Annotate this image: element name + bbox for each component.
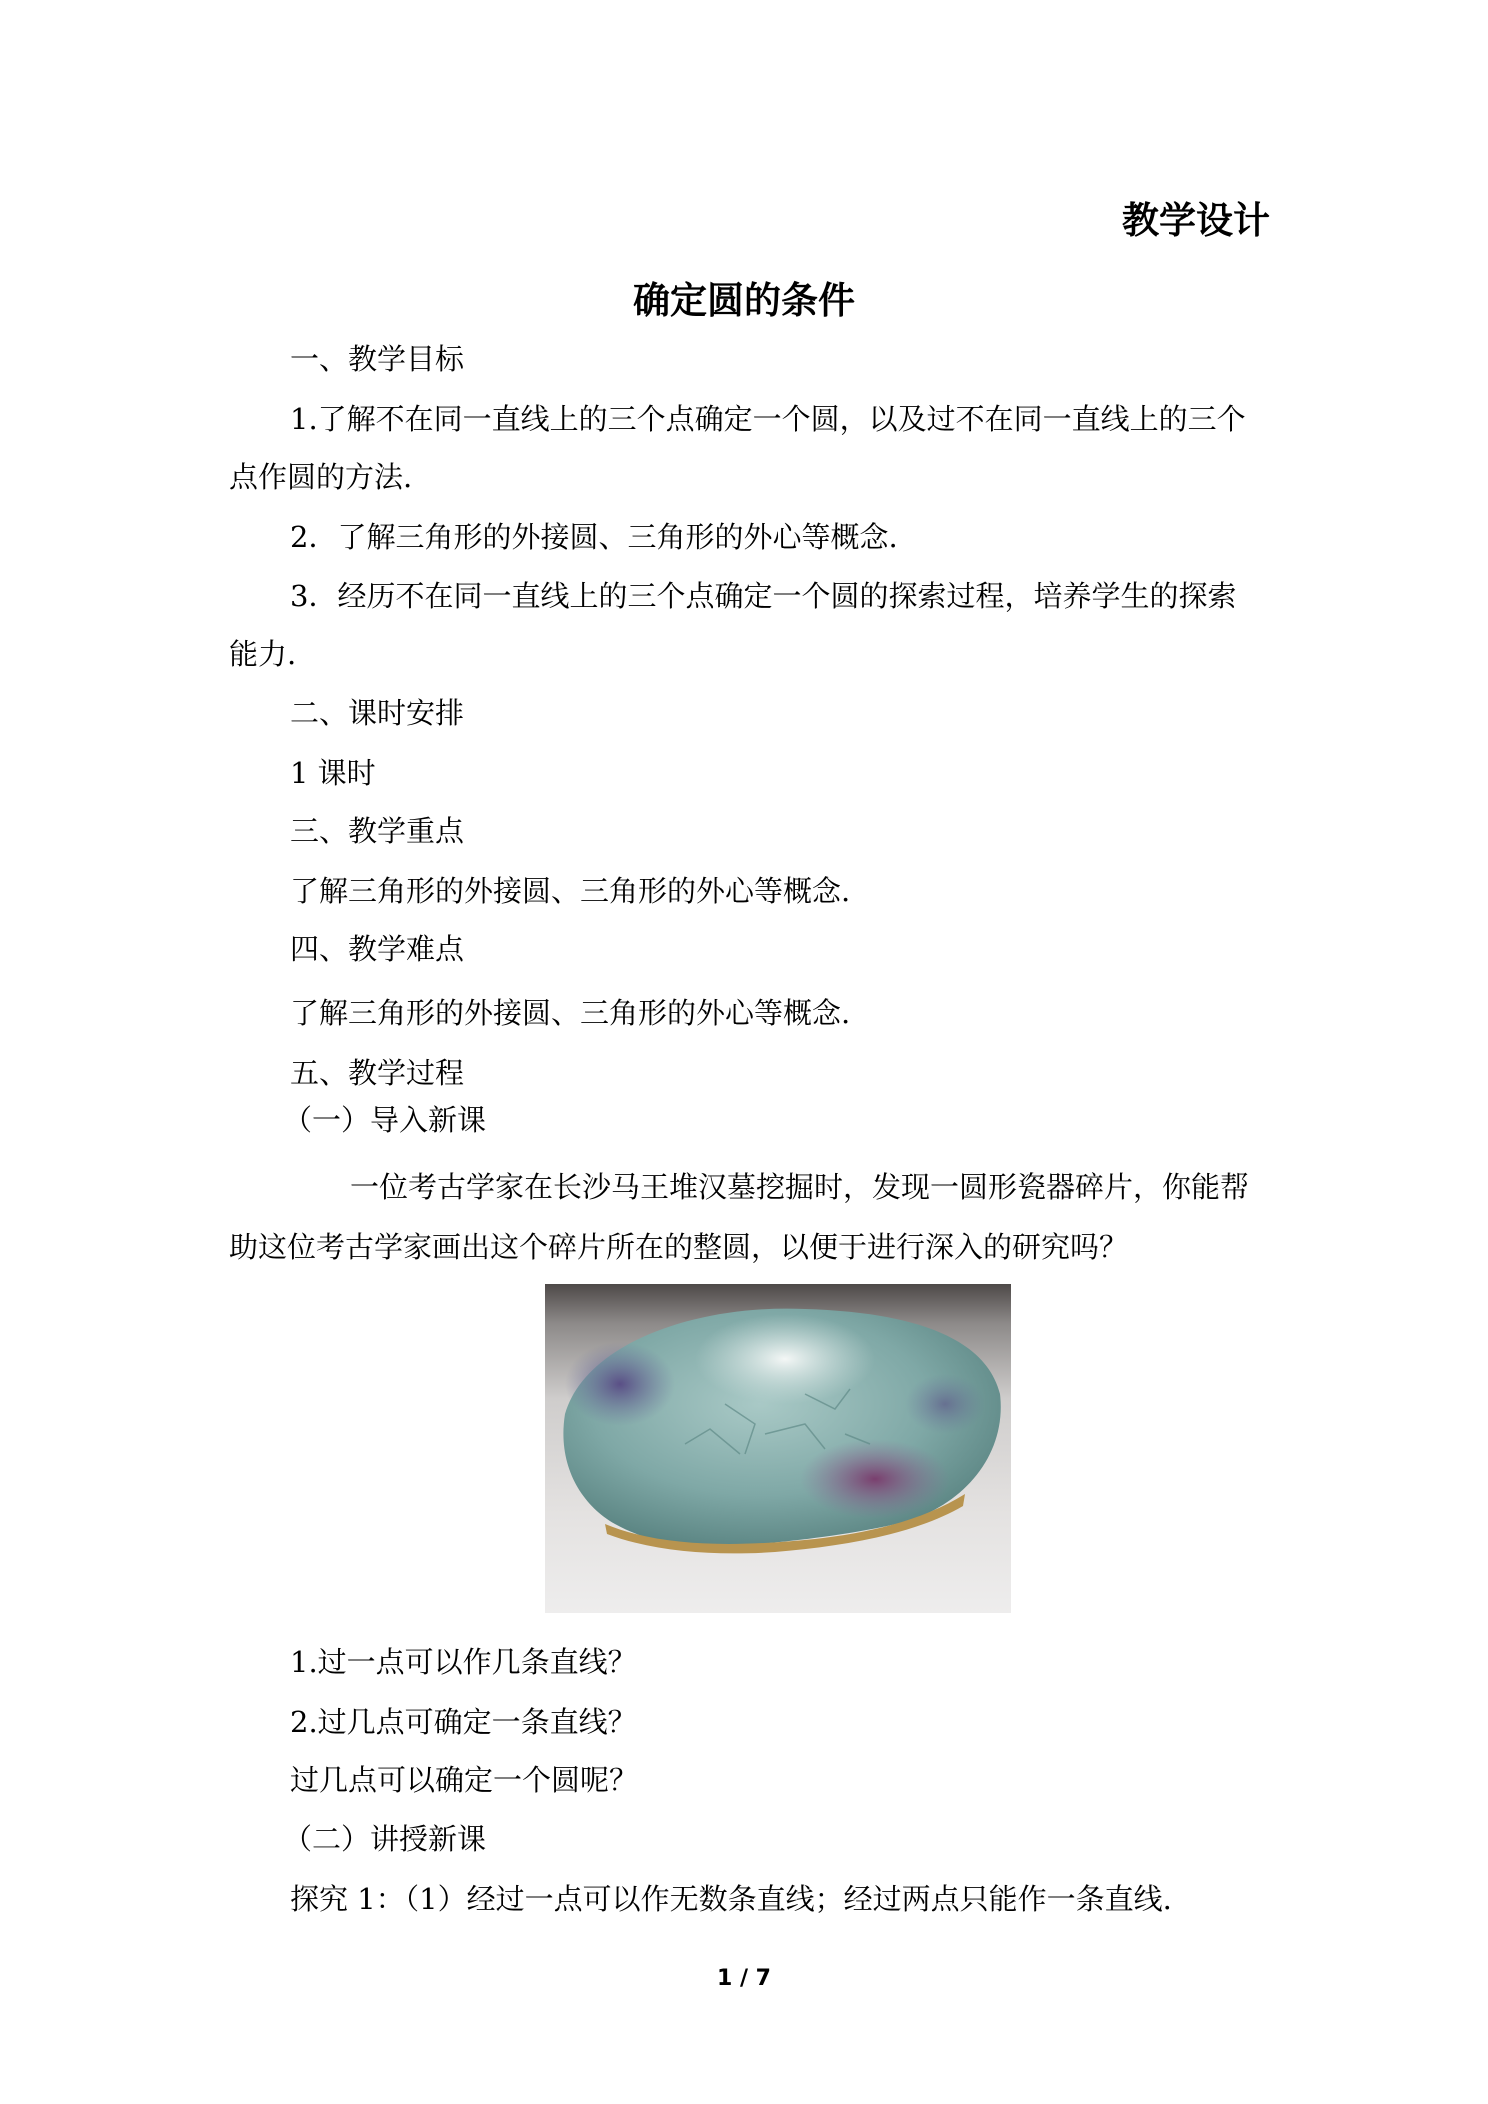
subsection-new-lesson: （二）讲授新课 xyxy=(283,1822,487,1856)
section-heading-schedule: 二、课时安排 xyxy=(290,696,465,730)
section-heading-difficulties: 四、教学难点 xyxy=(290,932,465,966)
section-heading-objectives: 一、教学目标 xyxy=(290,342,465,376)
porcelain-fragment-image xyxy=(545,1284,1011,1613)
question-3: 过几点可以确定一个圆呢？ xyxy=(290,1763,639,1797)
exploration-1: 探究 1：（1）经过一点可以作无数条直线；经过两点只能作一条直线. xyxy=(290,1882,1172,1916)
objective-1-line-1: 1.了解不在同一直线上的三个点确定一个圆，以及过不在同一直线上的三个 xyxy=(290,402,1246,436)
question-2: 2.过几点可确定一条直线？ xyxy=(290,1705,637,1739)
porcelain-fragment-photo xyxy=(545,1284,1011,1613)
section-heading-key-points: 三、教学重点 xyxy=(290,814,465,848)
objective-3-line-2: 能力. xyxy=(229,637,297,671)
difficulties-text: 了解三角形的外接圆、三角形的外心等概念. xyxy=(290,996,851,1030)
schedule-text: 1 课时 xyxy=(290,756,376,790)
intro-paragraph-line-2: 助这位考古学家画出这个碎片所在的整圆，以便于进行深入的研究吗？ xyxy=(229,1230,1129,1264)
page-number: 1 / 7 xyxy=(717,1966,771,1991)
subsection-intro: （一）导入新课 xyxy=(283,1103,487,1137)
section-heading-process: 五、教学过程 xyxy=(290,1056,465,1090)
objective-3-line-1: 3．经历不在同一直线上的三个点确定一个圆的探索过程，培养学生的探索 xyxy=(290,579,1237,613)
objective-2: 2．了解三角形的外接圆、三角形的外心等概念. xyxy=(290,520,898,554)
question-1: 1.过一点可以作几条直线？ xyxy=(290,1645,637,1679)
objective-1-line-2: 点作圆的方法. xyxy=(229,460,413,494)
key-points-text: 了解三角形的外接圆、三角形的外心等概念. xyxy=(290,874,851,908)
document-label: 教学设计 xyxy=(1122,199,1270,242)
intro-paragraph-line-1: 一位考古学家在长沙马王堆汉墓挖掘时，发现一圆形瓷器碎片，你能帮 xyxy=(350,1170,1250,1204)
page-title: 确定圆的条件 xyxy=(633,279,855,322)
